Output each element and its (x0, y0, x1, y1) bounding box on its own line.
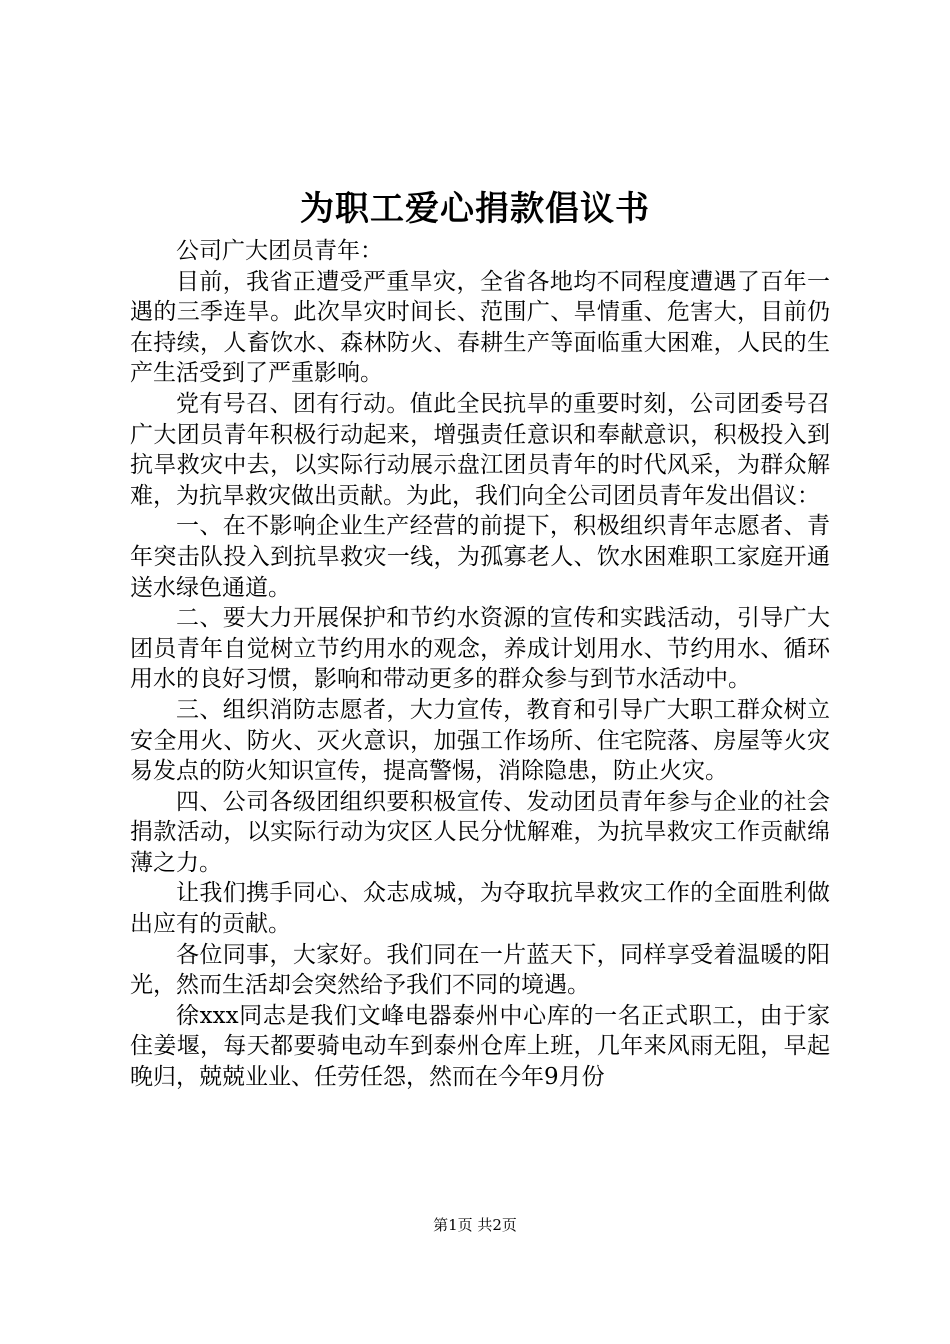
document-body (130, 236, 830, 1093)
paragraph: 三、组织消防志愿者，大力宣传，教育和引导广大职工群众树立安全用火、防火、灭火意识，加强工作场所、住宅院落、房屋等火灾易发点的防火知识宣传，提高警惕，消除隐患，防止火灾。 (130, 696, 830, 785)
paragraph: 二、要大力开展保护和节约水资源的宣传和实践活动，引导广大团员青年自觉树立节约用水的观念，养成计划用水、节约用水、循环用水的良好习惯，影响和带动更多的群众参与到节水活动中。 (130, 605, 830, 693)
paragraph: 一、在不影响企业生产经营的前提下，积极组织青年志愿者、青年突击队投入到抗旱救灾一线，为孤寡老人、饮水困难职工家庭开通送水绿色通道。 (130, 513, 830, 601)
document-title: 为职工爱心捐款倡议书 (300, 189, 650, 229)
paragraph: 各位同事，大家好。我们同在一片蓝天下，同样享受着温暖的阳光，然而生活却会突然给予我们不同的境遇。 (130, 941, 830, 999)
paragraph: 目前，我省正遭受严重旱灾，全省各地均不同程度遭遇了百年一遇的三季连旱。此次旱灾时间长、范围广、旱情重、危害大，目前仍在持续，人畜饮水、森林防火、春耕生产等面临重大困难，人民的生产生活受到了严重影响。 (130, 268, 830, 387)
paragraph: 让我们携手同心、众志成城，为夺取抗旱救灾工作的全面胜利做出应有的贡献。 (130, 880, 830, 938)
paragraph: 徐xxx同志是我们文峰电器泰州中心库的一名正式职工，由于家住姜堰，每天都要骑电动车到泰州仓库上班，几年来风雨无阻，早起晚归，兢兢业业、任劳任怨，然而在今年9月份 (130, 1002, 830, 1091)
paragraph: 四、公司各级团组织要积极宣传、发动团员青年参与企业的社会捐款活动，以实际行动为灾区人民分忧解难，为抗旱救灾工作贡献绵薄之力。 (130, 788, 830, 876)
paragraph: 党有号召、团有行动。值此全民抗旱的重要时刻，公司团委号召广大团员青年积极行动起来，增强责任意识和奉献意识，积极投入到抗旱救灾中去，以实际行动展示盘江团员青年的时代风采，为群众解难，为抗旱救灾做出贡献。为此，我们向全公司团员青年发出倡议： (130, 390, 830, 509)
salutation: 公司广大团员青年： (176, 238, 383, 264)
page-number-footer: 第1页 共2页 (433, 1216, 517, 1234)
